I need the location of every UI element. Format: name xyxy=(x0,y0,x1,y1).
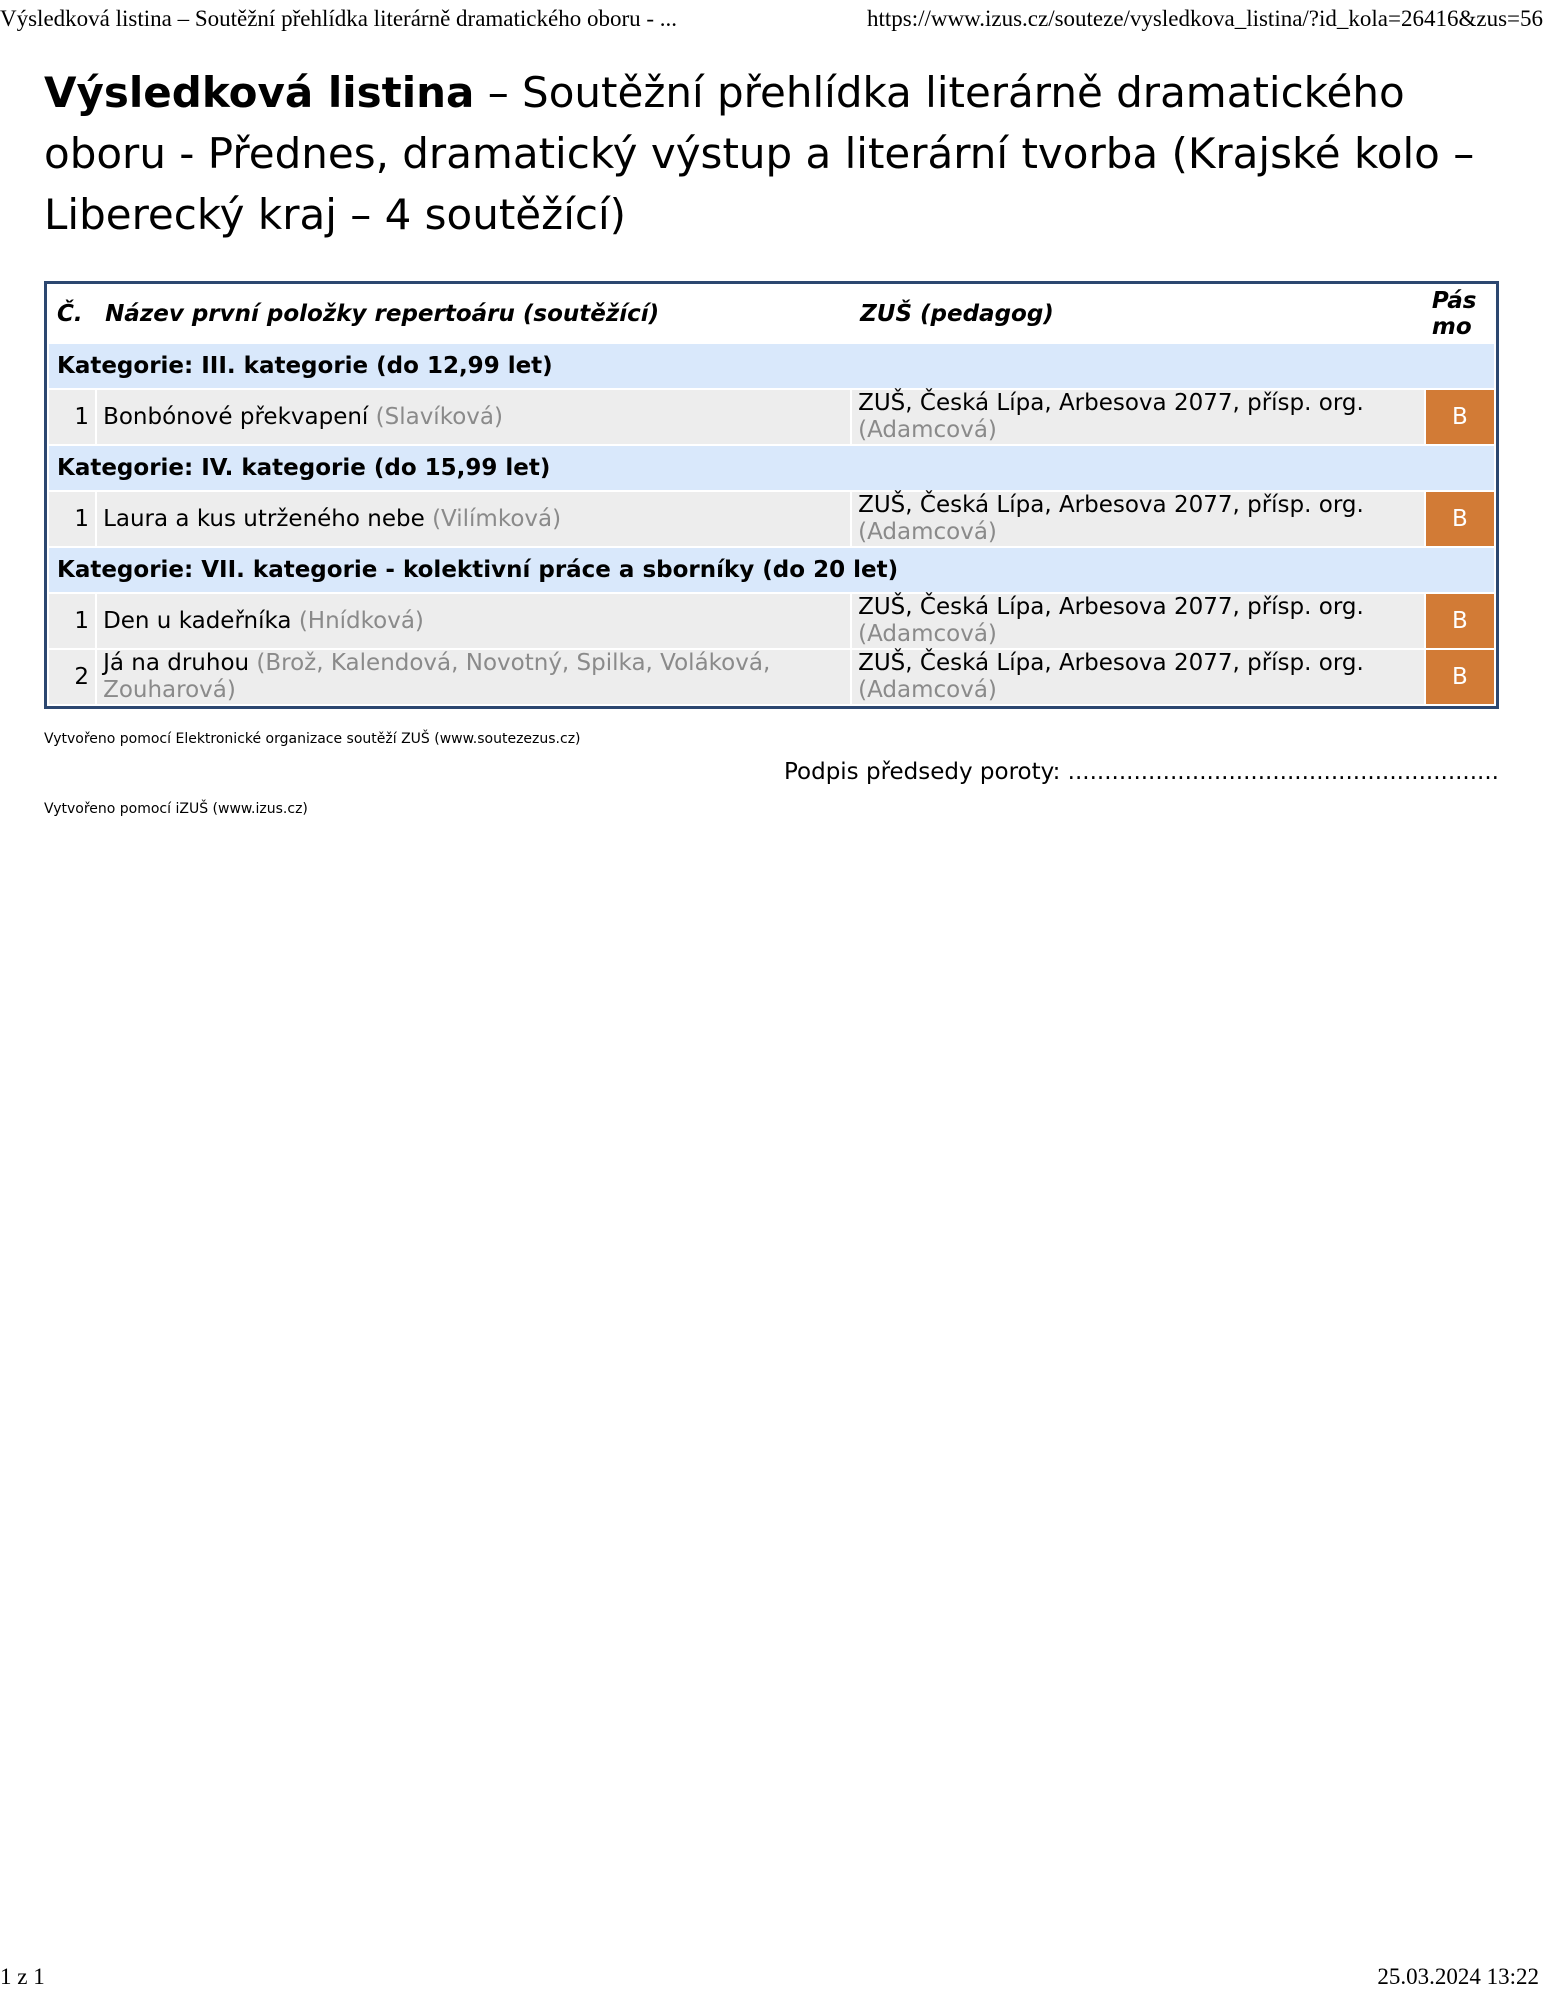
document-content xyxy=(44,62,1499,817)
entry-title: Den u kadeřníka xyxy=(103,607,292,634)
entry-school-cell xyxy=(852,492,1424,546)
page-counter: 1 z 1 xyxy=(0,1964,45,1989)
print-datetime: 25.03.2024 13:22 xyxy=(1377,1964,1539,1989)
header-number: Č. xyxy=(49,286,95,342)
entry-school-cell xyxy=(852,390,1424,444)
entry-contestant: (Hnídková) xyxy=(298,607,424,634)
page-title xyxy=(44,62,1499,245)
category-label: Kategorie: III. kategorie (do 12,99 let) xyxy=(49,344,1494,388)
jury-signature-line: Podpis předsedy poroty: ........................................................... xyxy=(783,759,1499,785)
table-row xyxy=(49,492,1494,546)
entry-name-cell xyxy=(97,650,850,704)
category-label: Kategorie: IV. kategorie (do 15,99 let) xyxy=(49,446,1494,490)
entry-band: B xyxy=(1426,492,1494,546)
table-row xyxy=(49,650,1494,704)
entry-school: ZUŠ, Česká Lípa, Arbesova 2077, přísp. org. xyxy=(858,492,1364,518)
entry-title: Bonbónové překvapení xyxy=(103,403,369,430)
header-band: Pás mo xyxy=(1426,286,1494,342)
entry-school-cell xyxy=(852,650,1424,704)
entry-name-cell xyxy=(97,594,850,648)
entry-school: ZUŠ, Česká Lípa, Arbesova 2077, přísp. org. xyxy=(858,594,1364,620)
entry-number: 1 xyxy=(49,390,95,444)
category-row xyxy=(49,344,1494,388)
entry-name-cell xyxy=(97,390,850,444)
entry-school: ZUŠ, Česká Lípa, Arbesova 2077, přísp. org. xyxy=(858,390,1364,416)
entry-school: ZUŠ, Česká Lípa, Arbesova 2077, přísp. org. xyxy=(858,650,1364,676)
entry-contestant: (Slavíková) xyxy=(375,403,503,430)
entry-band: B xyxy=(1426,594,1494,648)
footnote-soutezezus: Vytvořeno pomocí Elektronické organizace soutěží ZUŠ (www.soutezezus.cz) xyxy=(44,731,581,747)
entry-contestant: (Brož, Kalendová, Novotný, Spilka, Voláková, Zouharová) xyxy=(103,650,771,703)
entry-number: 1 xyxy=(49,594,95,648)
category-label: Kategorie: VII. kategorie - kolektivní práce a sborníky (do 20 let) xyxy=(49,548,1494,592)
entry-title: Laura a kus utrženého nebe xyxy=(103,505,425,532)
print-header-url: https://www.izus.cz/souteze/vysledkova_listina/?id_kola=26416&zus=56 xyxy=(866,6,1543,31)
entry-name-cell xyxy=(97,492,850,546)
table-row xyxy=(49,594,1494,648)
print-footer xyxy=(0,1962,1545,1992)
page-title-rest: – Soutěžní přehlídka literárně dramatického oboru - Přednes, dramatický výstup a literární tvorba (Krajské kolo – Liberecký kraj – 4 soutěžící) xyxy=(44,68,1475,239)
category-row xyxy=(49,548,1494,592)
entry-contestant: (Vilímková) xyxy=(432,505,562,532)
category-row xyxy=(49,446,1494,490)
entry-school-cell xyxy=(852,594,1424,648)
entry-title: Já na druhou xyxy=(103,650,250,676)
page-title-main: Výsledková listina xyxy=(44,68,475,117)
table-row xyxy=(49,390,1494,444)
print-header-title: Výsledková listina – Soutěžní přehlídka literárně dramatického oboru - ... xyxy=(0,6,678,31)
entry-teacher: (Adamcová) xyxy=(858,417,997,443)
entry-teacher: (Adamcová) xyxy=(858,677,997,703)
results-table xyxy=(44,281,1499,709)
entry-number: 2 xyxy=(49,650,95,704)
header-repertoire-name: Název první položky repertoáru (soutěžící) xyxy=(97,286,850,342)
print-header xyxy=(0,4,1545,34)
entry-number: 1 xyxy=(49,492,95,546)
entry-band: B xyxy=(1426,650,1494,704)
entry-band: B xyxy=(1426,390,1494,444)
entry-teacher: (Adamcová) xyxy=(858,519,997,545)
footnote-izus: Vytvořeno pomocí iZUŠ (www.izus.cz) xyxy=(44,801,308,817)
entry-teacher: (Adamcová) xyxy=(858,621,997,647)
table-header-row xyxy=(49,286,1494,342)
header-school: ZUŠ (pedagog) xyxy=(852,286,1424,342)
